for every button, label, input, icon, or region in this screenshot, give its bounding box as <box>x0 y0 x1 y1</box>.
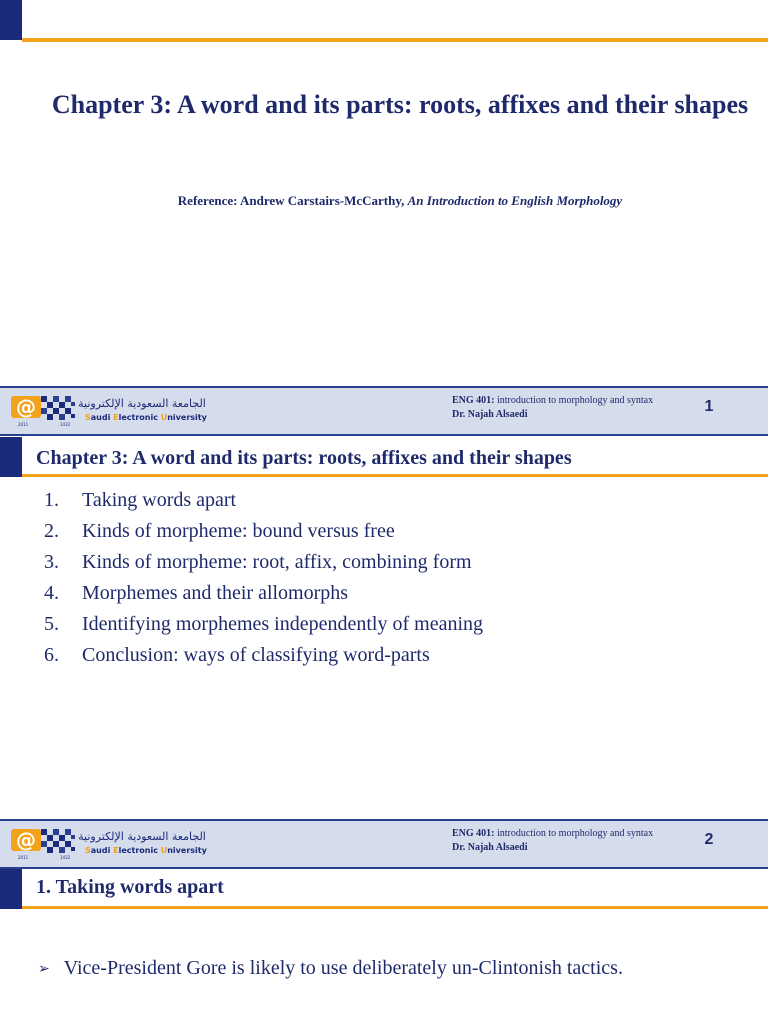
svg-text:@: @ <box>16 395 36 419</box>
bullet-point <box>38 957 623 980</box>
svg-text:Saudi Electronic University: Saudi Electronic University <box>85 413 207 422</box>
list-item <box>44 551 483 582</box>
list-number: 4. <box>44 582 59 604</box>
list-number: 1. <box>44 489 59 511</box>
footer-instructor: Dr. Najah Alsaedi <box>452 409 528 420</box>
footer-course <box>452 395 653 406</box>
list-number: 5. <box>44 613 59 635</box>
slide-title: 1. Taking words apart <box>36 876 224 898</box>
list-text: Taking words apart <box>82 489 237 511</box>
list-item <box>44 582 483 613</box>
svg-text:2011: 2011 <box>18 855 29 860</box>
footer-band <box>0 819 768 869</box>
list-text: Kinds of morpheme: root, affix, combining form <box>82 551 472 573</box>
section-navy-block <box>0 437 22 477</box>
list-text: Conclusion: ways of classifying word-parts <box>82 644 430 666</box>
page-number: 1 <box>704 398 714 415</box>
section-orange-rule <box>22 474 768 477</box>
reference-prefix: Reference: Andrew Carstairs-McCarthy, <box>177 193 408 208</box>
seu-logo <box>10 393 207 429</box>
arrow-bullet-icon: ➢ <box>38 960 50 977</box>
svg-text:1432: 1432 <box>60 855 71 860</box>
header-navy-block <box>0 0 22 40</box>
page-number: 2 <box>704 831 714 848</box>
bullet-text: Vice-President Gore is likely to use deliberately un-Clintonish tactics. <box>63 957 623 979</box>
seu-logo <box>10 826 207 862</box>
course-name: introduction to morphology and syntax <box>494 828 654 839</box>
list-text: Identifying morphemes independently of meaning <box>82 613 484 635</box>
list-text: Morphemes and their allomorphs <box>82 582 349 604</box>
slide-title: Chapter 3: A word and its parts: roots, affixes and their shapes <box>51 90 749 119</box>
list-number: 2. <box>44 520 59 542</box>
list-item <box>44 520 483 551</box>
svg-text:الجامعة السعودية الإلكترونية: الجامعة السعودية الإلكترونية <box>78 830 206 843</box>
footer-instructor: Dr. Najah Alsaedi <box>452 842 528 853</box>
reference-book: An Introduction to English Morphology <box>407 193 623 208</box>
course-code: ENG 401: <box>452 395 495 406</box>
reference-line <box>40 193 760 209</box>
section-orange-rule <box>22 906 768 909</box>
footer-band <box>0 386 768 436</box>
list-item <box>44 613 483 644</box>
course-code: ENG 401: <box>452 828 495 839</box>
list-number: 3. <box>44 551 59 573</box>
section-navy-block <box>0 869 22 909</box>
list-number: 6. <box>44 644 59 666</box>
svg-text:1432: 1432 <box>60 422 71 427</box>
list-item <box>44 644 483 675</box>
svg-text:@: @ <box>16 828 36 852</box>
outline-list <box>44 489 483 675</box>
list-item <box>44 489 483 520</box>
list-text: Kinds of morpheme: bound versus free <box>82 520 395 542</box>
svg-text:2011: 2011 <box>18 422 29 427</box>
svg-text:الجامعة السعودية الإلكترونية: الجامعة السعودية الإلكترونية <box>78 397 206 410</box>
footer-course <box>452 828 653 839</box>
header-orange-rule <box>22 38 768 42</box>
course-name: introduction to morphology and syntax <box>494 395 654 406</box>
slide-title: Chapter 3: A word and its parts: roots, affixes and their shapes <box>36 447 572 469</box>
svg-text:Saudi Electronic University: Saudi Electronic University <box>85 846 207 855</box>
